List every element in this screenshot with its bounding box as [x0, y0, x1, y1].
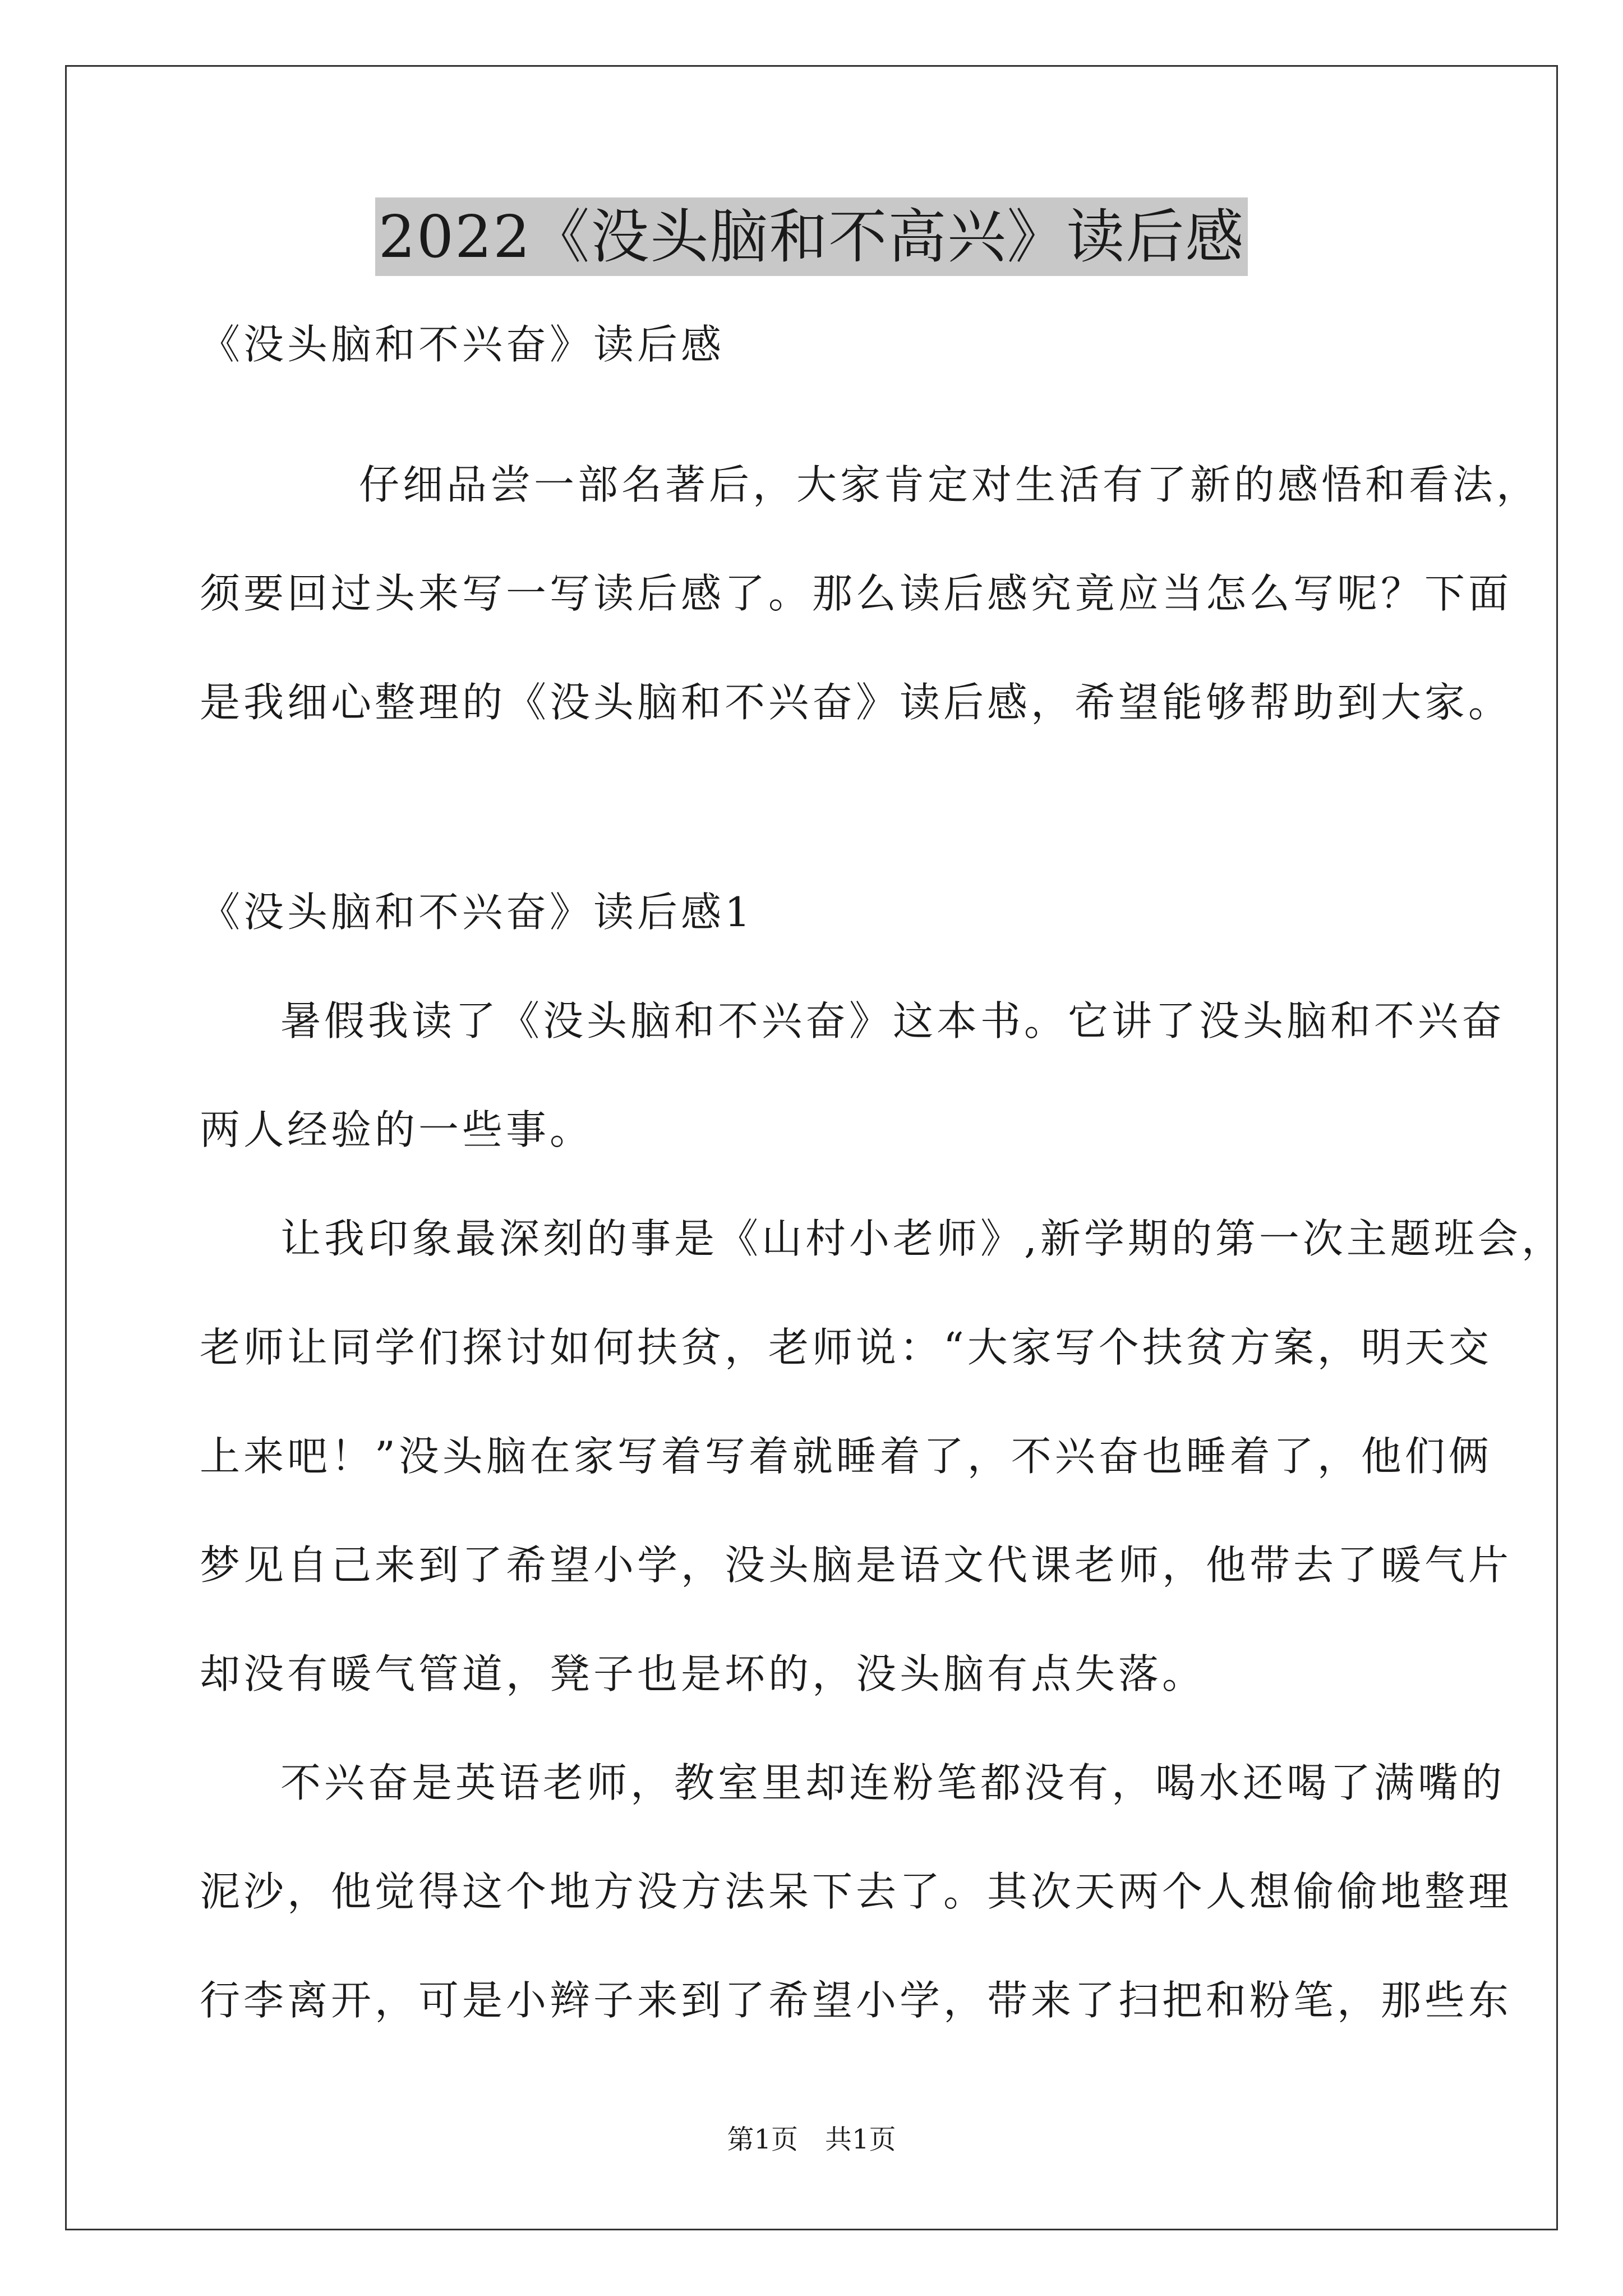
page-footer: 第1页 共1页	[727, 2124, 896, 2155]
intro-line: 仔细品尝一部名著后，大家肯定对生活有了新的感悟和看法，	[359, 461, 1541, 508]
intro-line: 是我细心整理的《没头脑和不兴奋》读后感，希望能够帮助到大家。	[200, 679, 1513, 726]
body-line: 两人经验的一些事。	[200, 1106, 594, 1153]
body-line: 却没有暖气管道，凳子也是坏的，没头脑有点失落。	[200, 1650, 1206, 1697]
body-line: 梦见自己来到了希望小学，没头脑是语文代课老师，他带去了暖气片	[200, 1542, 1513, 1589]
document-title: 2022《没头脑和不高兴》读后感	[375, 197, 1248, 276]
section-heading: 《没头脑和不兴奋》读后感1	[200, 889, 754, 936]
subtitle: 《没头脑和不兴奋》读后感	[200, 321, 725, 368]
body-line: 暑假我读了《没头脑和不兴奋》这本书。它讲了没头脑和不兴奋	[280, 997, 1506, 1045]
title-container	[0, 197, 1623, 276]
body-line: 泥沙，他觉得这个地方没方法呆下去了。其次天两个人想偷偷地整理	[200, 1868, 1513, 1915]
body-line: 不兴奋是英语老师，教室里却连粉笔都没有，喝水还喝了满嘴的	[280, 1759, 1506, 1806]
body-line: 老师让同学们探讨如何扶贫，老师说：“大家写个扶贫方案，明天交	[200, 1324, 1492, 1371]
body-line: 让我印象最深刻的事是《山村小老师》,新学期的第一次主题班会，	[280, 1215, 1565, 1262]
intro-line: 须要回过头来写一写读后感了。那么读后感究竟应当怎么写呢？下面	[200, 570, 1513, 617]
body-line: 行李离开，可是小辫子来到了希望小学，带来了扫把和粉笔，那些东	[200, 1977, 1513, 2024]
body-line: 上来吧！”没头脑在家写着写着就睡着了，不兴奋也睡着了，他们俩	[200, 1433, 1492, 1480]
